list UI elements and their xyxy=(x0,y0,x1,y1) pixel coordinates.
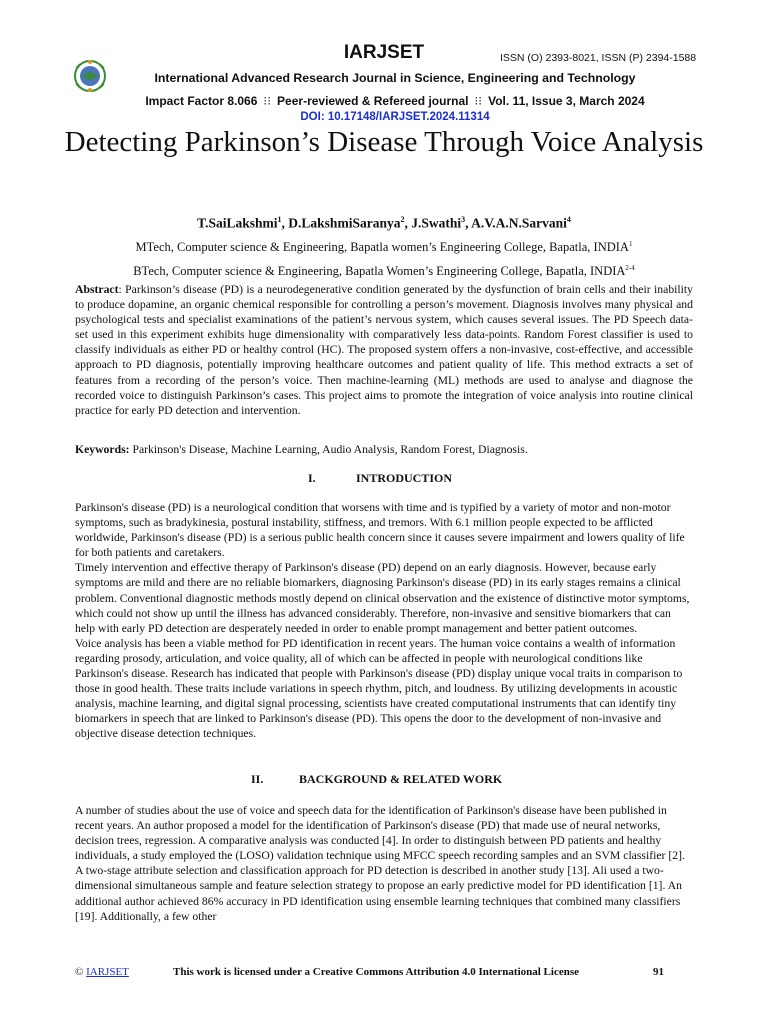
keywords xyxy=(75,442,693,457)
author-name: A.V.A.N.Sarvani xyxy=(471,215,567,231)
impact-factor: Impact Factor 8.066 xyxy=(145,94,258,108)
doi[interactable]: DOI: 10.17148/IARJSET.2024.11314 xyxy=(300,111,490,123)
volume-issue: Vol. 11, Issue 3, March 2024 xyxy=(488,94,645,108)
keywords-label: Keywords: xyxy=(75,443,130,456)
paper-title: Detecting Parkinson’s Disease Through Voice Analysis xyxy=(64,126,704,158)
affiliation-sup: 1 xyxy=(628,240,633,248)
introduction-body xyxy=(75,500,693,742)
section-number: I. xyxy=(308,471,316,485)
paragraph: Parkinson's disease (PD) is a neurological condition that worsens with time and is typified by a variety of motor and non-motor symptoms, such as bradykinesia, postural instability, stiffness, and tremors. With 6.1 million people expected to be afflicted worldwide, Parkinson's disease (PD) is a serious public health concern since it causes severe impairment and lowers quality of life for both patients and caretakers. xyxy=(75,501,685,560)
issn: ISSN (O) 2393-8021, ISSN (P) 2394-1588 xyxy=(500,52,697,64)
affiliation-sup: 2-4 xyxy=(625,264,635,272)
section-number: II. xyxy=(251,772,264,786)
separator-icon: ⁝⁝ xyxy=(474,94,483,108)
copyright-icon: © xyxy=(75,966,84,978)
abstract-label: Abstract xyxy=(75,283,119,296)
license-text: This work is licensed under a Creative Commons Attribution 4.0 International License xyxy=(173,966,579,978)
paragraph: A number of studies about the use of voice and speech data for the identification of Parkinson's disease have been published in recent years. An author proposed a model for the identification of Parkinson's disease (PD) that made use of neural networks, decision trees, regression. A comparative analysis was conducted [4]. In order to distinguish between PD patients and healthy individuals, a study employed the (LOSO) validation technique using MFCC speech recording samples and an SVM classifier [2]. A two-stage attribute selection and classification approach for PD detection is described in another study [13]. Ali used a two-dimensional simultaneous sample and feature selection strategy to propose an early predictive model for PD identification [1]. An additional author achieved 86% accuracy in PD identification using ensemble learning techniques that combined many classifiers [19]. Additionally, a few other xyxy=(75,804,685,923)
affiliation-1 xyxy=(0,236,768,255)
copyright xyxy=(75,965,129,979)
section-title: BACKGROUND & RELATED WORK xyxy=(299,772,503,786)
separator-icon: ⁝⁝ xyxy=(263,94,272,108)
background-body xyxy=(75,803,693,924)
abstract xyxy=(75,282,693,418)
author-sup: 4 xyxy=(566,215,571,224)
iarjset-link[interactable]: IARJSET xyxy=(86,966,129,978)
author-sup: 1 xyxy=(277,215,282,224)
journal-full-name: International Advanced Research Journal in Science, Engineering and Technology xyxy=(154,71,636,85)
page-number: 91 xyxy=(653,966,664,978)
peer-reviewed: Peer-reviewed & Refereed journal xyxy=(277,94,469,108)
keywords-text: Parkinson's Disease, Machine Learning, Audio Analysis, Random Forest, Diagnosis. xyxy=(129,443,528,456)
affiliation-text: BTech, Computer science & Engineering, Bapatla Women’s Engineering College, Bapatla, INDIA xyxy=(133,264,626,279)
author-sup: 3 xyxy=(461,215,466,224)
journal-abbreviation: IARJSET xyxy=(343,42,425,63)
journal-meta-line xyxy=(0,93,768,109)
author-name: D.LakshmiSaranya xyxy=(288,215,401,231)
author-name: J.Swathi xyxy=(411,215,462,231)
affiliation-text: MTech, Computer science & Engineering, Bapatla women’s Engineering College, Bapatla, INDIA xyxy=(135,240,629,255)
paragraph: Timely intervention and effective therapy of Parkinson's disease (PD) depend on an early diagnosis. However, because early symptoms are mild and there are no reliable biomarkers, diagnosing Parkinson's disease (PD) in its early stages remains a clinical problem. Conventional diagnostic methods mostly depend on clinical observation and the existence of distinctive motor symptoms, which could not show up until the illness has advanced considerably. Therefore, non-invasive and sensitive biomarkers that can help with early PD detection are desperately needed in order to enable prompt management and better patient outcomes. xyxy=(75,561,690,635)
section-title: INTRODUCTION xyxy=(356,471,453,485)
paragraph: Voice analysis has been a viable method for PD identification in recent years. The human voice contains a wealth of information regarding prosody, articulation, and voice quality, all of which can be affected in people with neurological conditions like Parkinson's disease. Research has indicated that people with Parkinson's disease (PD) display unique vocal traits in comparison to those in good health. These traits include variations in speech rhythm, pitch, and loudness. By utilizing developments in acoustic analysis, machine learning, and digital signal processing, scientists have created computational instruments that can identify tiny biomarkers in speech that are linked to Parkinson's disease (PD). This opens the door to the development of non-invasive and objective disease detection techniques. xyxy=(75,636,683,741)
abstract-text: : Parkinson’s disease (PD) is a neurodegenerative condition generated by the dysfunction of brain cells and their inability to produce dopamine, an organic chemical responsible for controlling a person’s movement. Diagnosis involves many physical and psychological tests and specialist examinations of the patient’s nervous system, which causes several issues. The PD Speech data-set used in this experiment exhibits huge dimensionality with comparatively less data-points. Random Forest classifier is used to classify individuals as either PD or healthy control (HC). The proposed system offers a non-invasive, cost-effective, and accessible approach to PD diagnosis, potentially improving healthcare outcomes and patient quality of life. This method extracts a set of features from a recording of the person’s voice. Then machine-learning (ML) methods are used to analyse and diagnose the recorded voice to distinguish Parkinson’s cases. This project aims to promote the integration of voice analysis into routine clinical practice for early PD detection and intervention. xyxy=(75,283,693,417)
author-sup: 2 xyxy=(400,215,405,224)
author-name: T.SaiLakshmi xyxy=(197,215,278,231)
affiliation-2 xyxy=(0,260,768,279)
author-list: T.SaiLakshmi$^1$, D.LakshmiSaranya$^2$, J.Swathi$^3$, A.V.A.N.Sarvani$^4$ xyxy=(197,215,571,231)
